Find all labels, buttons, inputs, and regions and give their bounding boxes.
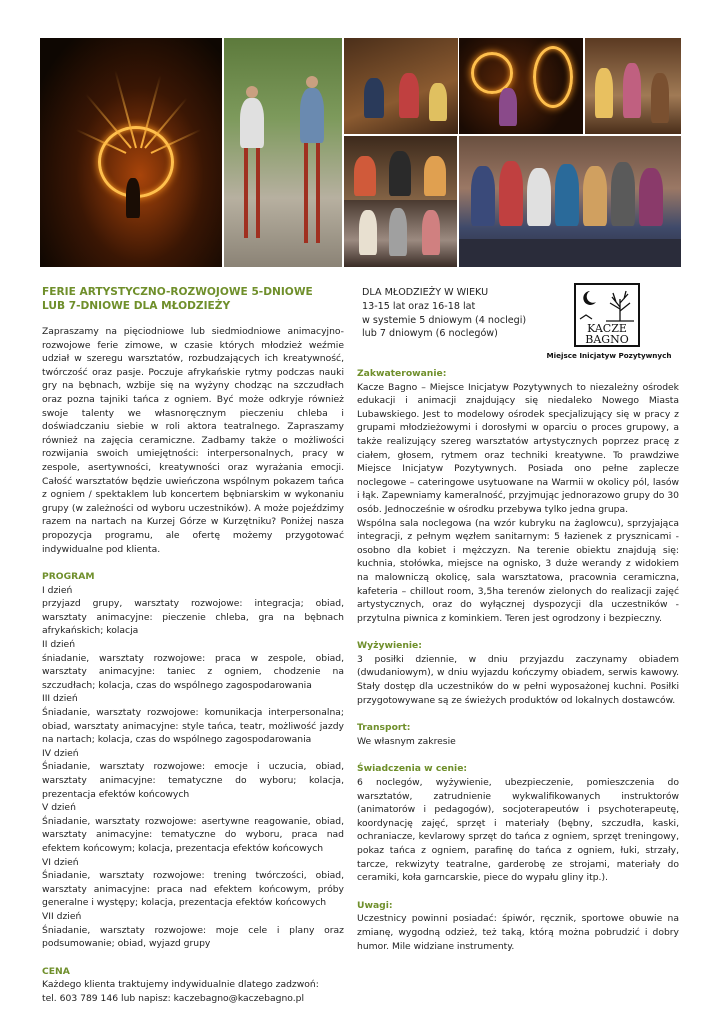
wyzywienie-text: 3 posiłki dziennie, w dniu przyjazdu zaczynamy obiadem (dwudaniowym), w dniu wyjazdu kończymy obiadem, serwis kawowy. Stały dostęp dla uczestników do w pełni wyposażonej kuchni. Posiłki przygotowywane są ze świeżych produktów od lokalnych dostawców. (357, 653, 679, 706)
day-2-text: śniadanie, warsztaty rozwojowe: praca w zespole, obiad, warsztaty animacyjne: taniec z ogniem, chodzenie na szczudłach; kolacja, czas do wspólnego zagospodarowania (42, 652, 344, 691)
intro-paragraph: Zapraszamy na pięciodniowe lub siedmiodniowe animacyjno-rozwojowe ferie zimowe, w czasie których młodzież weźmie udział w szeregu warsztatów, rozbudzających ich kreatywność, twórczość oraz pasje. Poczuje afrykańskie rytmy podczas nauki gry na bębnach, wzbije się na wyżyny chodząc na szczudłach oraz pozna tajniki tańca z ogniem. Być może odkryje również swoje talenty we własnoręcznym pieczeniu chleba i doświadczaniu siebie w roli aktora teatralnego. Zapraszamy również na zajęcia ceramiczne. Zadbamy także o możliwości rozwijania swoich umiejętności: interpersonalnych, pracy w zespole, asertywności, kreatywności oraz wyrażania emocji. Całość warsztatów będzie uwieńczona wspólnym pokazem tańca z ogniem / spektaklem lub koncertem bębniarskim w wykonaniu grupy (w zależności od wyboru uczestników). A może pojeździmy razem na nartach na Kurzej Górze w Kurzętniku? Poniżej nasza propozycja programu, ale ofertę możemy przygotować indywidualne pod klienta. (42, 326, 344, 555)
age-info (362, 286, 552, 341)
day-1-text: przyjazd grupy, warsztaty rozwojowe: integracja; obiad, warsztaty animacyjne: pieczenie chleba, gra na bębnach afrykańskich; kolacja (42, 598, 344, 637)
left-column (42, 285, 344, 1006)
wyzywienie-heading: Wyżywienie: (357, 640, 422, 652)
day-3-text: Śniadanie, warsztaty rozwojowe: komunikacja interpersonalna; obiad, warsztaty animacyjne: style tańca, teatr, możliwość jazdy na nartach; kolacja, czas do wspólnego zagospodarowania (42, 707, 344, 746)
zakwaterowanie-heading: Zakwaterowanie: (357, 368, 447, 379)
swiadczenia-section (357, 762, 679, 884)
logo-word-2: BAGNO (585, 333, 629, 345)
logo-caption: Miejsce Inicjatyw Pozytywnych (546, 351, 672, 360)
age-line-4: lub 7 dniowym (6 noclegów) (362, 328, 498, 340)
stilts-photo (224, 38, 342, 267)
cena-section (42, 965, 344, 1006)
age-line-3: w systemie 5 dniowym (4 noclegi) (362, 314, 527, 326)
fire-rings-photo (459, 38, 583, 134)
swiadczenia-heading: Świadczenia w cenie: (357, 763, 468, 775)
day-5-label: V dzień (42, 802, 76, 814)
age-line-2: 13-15 lat oraz 16-18 lat (362, 300, 476, 312)
title-line-1: FERIE ARTYSTYCZNO-ROZWOJOWE 5-DNIOWE (42, 286, 313, 298)
transport-text: We własnym zakresie (357, 735, 456, 747)
moon-icon (583, 291, 596, 305)
uwagi-heading: Uwagi: (357, 899, 393, 911)
logo-word-1: KACZE (587, 322, 627, 335)
right-column (357, 367, 679, 953)
day-4-label: IV dzień (42, 747, 79, 759)
day-5-text: Śniadanie, warsztaty rozwojowe: asertywne reagowanie, obiad, warsztaty animacyjne: tematyczne do wyboru, praca nad efektem końcowym; kolacja, prezentacja efektów końcowych (42, 815, 344, 854)
program-section (42, 570, 344, 951)
theatre-photo (585, 38, 681, 134)
cena-line-1: Każdego klienta traktujemy indywidualnie dlatego zadzwoń: (42, 979, 319, 991)
wyzywienie-section (357, 639, 679, 707)
day-1-label: I dzień (42, 584, 73, 596)
workshop-photo (344, 38, 458, 134)
day-7-text: Śniadanie, warsztaty rozwojowe: moje cele i plany oraz podsumowanie; obiad, wyjazd grupy (42, 924, 344, 950)
logo-graphic (576, 285, 638, 345)
day-3-label: III dzień (42, 693, 78, 705)
group-photo (459, 136, 681, 267)
cena-contact: tel. 603 789 146 lub napisz: kaczebagno@kaczebagno.pl (42, 992, 305, 1004)
transport-section (357, 721, 679, 748)
fire-dance-photo (40, 38, 222, 267)
zakwaterowanie-section (357, 367, 679, 625)
day-7-label: VII dzień (42, 910, 82, 922)
program-heading: PROGRAM (42, 571, 95, 583)
uwagi-section (357, 899, 679, 953)
tree-icon (606, 291, 634, 321)
zakwaterowanie-p2: Wspólna sala noclegowa (na wzór kubryku na żaglowcu), sprzyjająca integracji, z pełnym węzłem sanitarnym: 5 łazienek z prysznicami - osobno dla kobiet i mężczyzn. Na terenie obiektu znajdują się: kuchnia, stołówka, miejsce na ognisko, 3 duże werandy z widokiem na malowniczą okolicę, sala warsztatowa, pracownia ceramiczna, kafeteria – chillout room, 3,5ha terenów zielonych do realizacji zajęć artystycznych, oraz do wyłącznej dyspozycji dla uczestników - przytulna piwnica z kominkiem. Teren jest ogrodzony i bezpieczny. (357, 517, 679, 624)
zakwaterowanie-p1: Kacze Bagno – Miejsce Inicjatyw Pozytywnych to niezależny ośrodek edukacji i animacji znajdujący się niedaleko Nowego Miasta Lubawskiego. Jest to modelowy ośrodek specjalizujący się w pracy z grupami młodzieżowymi i dorosłymi w oparciu o proces grupowy, a także realizujący szereg warsztatów artystycznych poprzez pracę z ciałem, głosem, rytmem oraz techniki kreatywne. To prawdziwe Miejsce Inicjatyw Pozytywnych. Posiada ono pełne zaplecze noclegowe – cateringowe usytuowane na Warmii w okolicy pól, lasów i łąk. Zapewniamy kameralność, przyjmując jednorazowo grupy do 30 osób. Jednocześnie w ośrodku przebywa tylko jedna grupa. (357, 381, 680, 515)
swiadczenia-text: 6 noclegów, wyżywienie, ubezpieczenie, pomieszczenia do warsztatów, zatrudnienie wykwalifikowanych instruktorów (animatorów i pedagogów), socjoterapeutów i psychoterapeutę, koordynację zajęć, sprzęt i materiały (bębny, szczudła, kaski, ochraniacze, kevlarowy sprzęt do tańca z ogniem, sprzęt treningowy, pokaz tańca z ogniem, parafinę do tańca z ogniem, łuki, strzały, tarcze, rekwizyty teatralne, garderobę ze strojami, materiały do ceramiki, koła garncarskie, piece do wypału gliny itp.). (357, 777, 679, 884)
uwagi-text: Uczestnicy powinni posiadać: śpiwór, ręcznik, sportowe obuwie na zmianę, wygodną odzież, też taką, którą można pobrudzić i dobry humor. Mile widziane instrumenty. (357, 913, 679, 952)
title-line-2: LUB 7-DNIOWE DLA MŁODZIEŻY (42, 300, 231, 312)
day-4-text: Śniadanie, warsztaty rozwojowe: emocje i uczucia, obiad, warsztaty animacyjne: tematyczne do wyboru; kolacja, prezentacja efektów końcowych (42, 761, 344, 800)
dance-photo (344, 200, 457, 267)
transport-heading: Transport: (357, 722, 411, 734)
day-6-label: VI dzień (42, 856, 79, 868)
day-2-label: II dzień (42, 639, 76, 651)
page-title (42, 285, 344, 313)
day-6-text: Śniadanie, warsztaty rozwojowe: trening twórczości, obiad, warsztaty animacyjne: praca nad efektem końcowym, próby generalne i występy; kolacja, prezentacja efektów końcowych (42, 870, 344, 909)
age-line-1: DLA MŁODZIEŻY W WIEKU (362, 287, 489, 298)
photo-collage (40, 38, 681, 267)
kacze-bagno-logo (574, 283, 640, 347)
cena-heading: CENA (42, 965, 70, 977)
